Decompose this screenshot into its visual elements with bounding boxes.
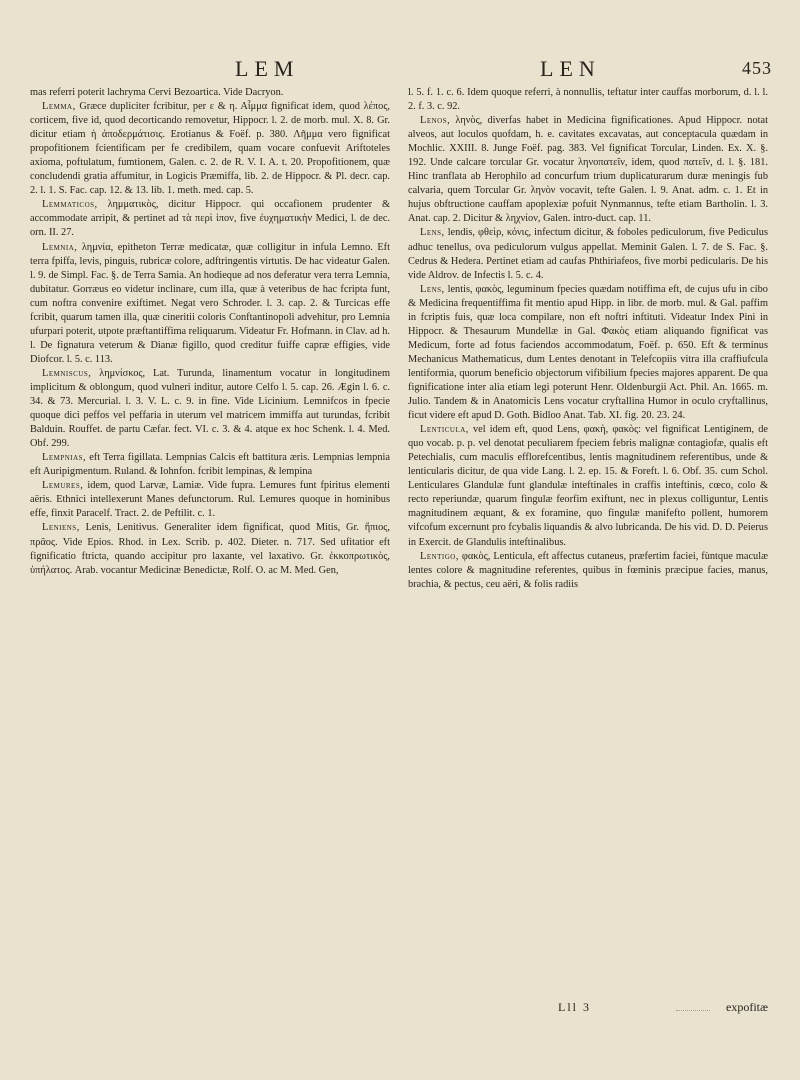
entry-headword: Lens, xyxy=(420,283,445,295)
entry-text: lendis, φθεὶρ, κόνις, infectum dicitur, & foboles pediculorum, five Pediculus adhuc tenellus, ova pediculorum vulgus appellat. Meminit Galen. l. 7. de S. Fac. §. Cedrus & Hedera. Pertinet etiam ad caufas Phthiriafeos, five morbi pedicularis. De his vide Aldrov. de Infectis l. 5. c. 4. xyxy=(408,227,768,281)
entry-headword: Lemnia, xyxy=(42,241,78,253)
entry-headword: Lenos, xyxy=(420,115,451,127)
dictionary-entry xyxy=(408,423,768,549)
dictionary-entry xyxy=(408,550,768,592)
dictionary-entry xyxy=(408,114,768,226)
dictionary-entry xyxy=(30,198,390,240)
entry-text: l. 5. f. 1. c. 6. Idem quoque referri, à nonnullis, teftatur inter cauffas morborum, d. l. l. 2. f. 3. c. 92. xyxy=(408,87,768,113)
dictionary-entry xyxy=(408,86,768,114)
entry-text: lentis, φακὸς, leguminum fpecies quædam notiffima eft, de cujus ufu in cibo & Medicina frequentiffima fit mentio apud Hipp. in libr. de morb. mul. & Gal. paffim in fcriptis fuis, quæ loca compilare, non eft noftri inftituti. Videatur Index Pini in Hippocr. & Thesaurum Mundellæ in Gal. Φακὸς etiam aliquando fignificat vas Medicum, forte ad fotus faciendos accommodatum, Foëf. p. 650. Eft & terminus Mechanicus Mathematicus, dum Lentes denotant in Telefcopiis vitra illa craffiufcula lentiformia, quorum beneficio objectorum vifibilium fpecies majores apparent. De qua fignificatione inter alia etiam legi poterunt Henr. Oldenburgii Act. Phil. An. 1665. m. Julio. Tandem & in Anatomicis Lens vocatur cryftallina Humor in oculo cryftallinus, ficut videre eft apud D. Goth. Bidloo Anat. Tab. XI. fig. 20. 23. 24. xyxy=(408,283,768,422)
entry-text: Græce dupliciter fcribitur, per ε & η. Αἶμμα fignificat idem, quod λέπος, corticem, five id, quod decorticando removetur, Hippocr. l. 2. de morb. mul. X. 8. Gr. dicitur etiam ἡ ἀποδερμάτισις. Erotianus & Foëf. p. 380. Λῆμμα vero fignificat propofitionem fcientificam per fe credibilem, quam vocare confuevit Ariftoteles axioma, poftulatum, fumtionem, Galen. c. 2. de R. V. I. A. t. 20. Propofitionem, quæ concludendi gratia affumitur, in Logicis Præmiffa, lib. 2. de Hippocr. & Pl. decr. cap. 2. l. 1. S. Fac. cap. 12. & 13. lib. 1. meth. med. cap. 5. xyxy=(30,101,390,197)
dictionary-entry xyxy=(30,521,390,577)
entry-text: λημματικὸς, dicitur Hippocr. qui occafionem prudenter & accommodate arripit, & pertinet ad τὰ περὶ ἱπον, five ἐυχηματικὴν Medici, l. de dec. orn. II. 27. xyxy=(30,199,390,239)
dictionary-entry xyxy=(408,283,768,423)
entry-headword: Lenticula, xyxy=(420,424,469,436)
entry-text: λημνίσκος, Lat. Turunda, linamentum vocatur in longitudinem implicitum & oblongum, quod vulneri inditur, autore Celfo l. 5. cap. 26. Ægin l. 6. c. 34. & 73. Mercurial. l. 3. V. L. c. 9. in fine. Vide Licinium. Lemnifcos in fpecie quoque dici peffos vel peffaria in uterum vel matricem immiffa aut turundas, fcribit Balduin. Rouffet. de partu Cæfar. fect. VI. c. 3. & 4. atque ex hoc Schenk. l. 4. Med. Obf. 299. xyxy=(30,367,390,450)
dictionary-entry xyxy=(30,367,390,451)
entry-headword: Leniens, xyxy=(42,522,80,534)
catchword: expofitæ xyxy=(726,1000,768,1014)
dictionary-entry xyxy=(30,241,390,367)
entry-headword: Lemma, xyxy=(42,101,76,113)
dictionary-entry xyxy=(30,86,390,100)
page-number: 453 xyxy=(742,58,772,78)
entry-text: λημνία, epitheton Terræ medicatæ, quæ colligitur in infula Lemno. Eft terra fpiffa, levis, pinguis, rubricæ colore, adftringentis virtutis. De hac videatur Galen. l. 9. de Simpl. Fac. §. de Terra Samia. An hodieque ad nos deferatur vera terra Lemnia, dubitatur. Gorræus eo videtur inclinare, cum illa, quæ à veteribus de hac fcripta funt, cum noftra convenire exiftimet. Negat vero Schroder. l. 3. cap. 2. & Turcicas effe fcribit, quarum tamen illa, quæ cineritii coloris Conftantinopoli advehitur, pro Lemnia ufurpari poterit, utpote præftantiffima reliquarum. Videatur Fr. Hofmann. in Clav. ad h. l. De fignatura veterum & Dianæ figillo, quod creditur fuiffe capræ effigies, vide Diofcor. l. 5. c. 113. xyxy=(30,241,390,365)
dictionary-entry xyxy=(30,100,390,198)
running-header xyxy=(30,56,772,86)
entry-headword: Lemmaticos, xyxy=(42,199,98,211)
page-footer xyxy=(408,1000,768,1020)
entry-text: Lenis, Lenitivus. Generaliter idem fignificat, quod Mitis, Gr. ἥπιος, πρᾶος. Vide Epios. Rhod. in Lex. Scrib. p. 402. Dieter. n. 717. Sed ufitatior eft fignificatio ftricta, quando accipitur pro laxante, vel laxativo. Gr. ἐκκοπρωτικὸς, ὑπήλατος. Arab. vocantur Medicinæ Benedictæ, Rolf. O. ac M. Med. Gen, xyxy=(30,522,390,576)
entry-text: eft Terra figillata. Lempnias Calcis eft battitura æris. Lempnias lempnia eft Auripigmentum. Ruland. & Iohnfon. fcribit lempinas, & lempina xyxy=(30,452,390,478)
entry-headword: Lemures, xyxy=(42,480,84,492)
dictionary-entry xyxy=(30,451,390,479)
entry-text: mas referri poterit lachryma Cervi Bezoartica. Vide Dacryon. xyxy=(30,87,284,98)
entry-headword: Lentigo, xyxy=(420,550,459,562)
entry-headword: Lemniscus, xyxy=(42,367,92,379)
ornament-smudge xyxy=(676,998,710,1011)
entry-text: ληνὸς, diverfas habet in Medicina fignificationes. Apud Hippocr. notat alveos, aut loculos quofdam, h. e. cavitates excavatas, aut conceptacula quædam in Mochlic. XXIII. 8. Junge Foëf. pag. 383. Vel fignificat Torcular, Linden. Ex. X. §. 192. Unde calcare torcular Gr. vocatur ληνοπατεῖν, idem, quod πατεῖν, d. l. §. 181. Hinc tranflata ab Herophilo ad concurfum trium duplicaturarum duræ meningis fub calvaria, quem Torcular Gr. ληνὸν vocavit, tefte Galen. l. 9. Anat. adm. c. 1. Et in hujus obftructione cauffam apoplexiæ pofuit Nynmannus, tefte etiam Bartholin. l. 3. Anat. cap. 2. Dicitur & ληχνίον, Galen. intro-duct. cap. 11. xyxy=(408,115,768,225)
entry-headword: Lens, xyxy=(420,227,445,239)
right-column xyxy=(408,86,768,592)
entry-headword: Lempnias, xyxy=(42,452,87,464)
signature-mark: Lll 3 xyxy=(558,1000,591,1014)
dictionary-entry xyxy=(30,479,390,521)
entry-text: idem, quod Larvæ, Lamiæ. Vide fupra. Lemures funt fpiritus elementi aëris. Ethnici intellexerunt Manes defunctorum. Rul. Lemures quoque in hominibus effe, finxit Paracelf. Tract. 2. de Peftilit. c. 1. xyxy=(30,480,390,520)
left-running-title: LEM xyxy=(235,56,300,81)
right-running-title: LEN xyxy=(540,56,601,81)
dictionary-entry xyxy=(408,226,768,282)
entry-text: vel idem eft, quod Lens, φακὴ, φακὸς: vel fignificat Lentiginem, de quo vocab. p. p. vel denotat peculiarem fpeciem febris malignæ contagiofæ, qualis eft Petechialis, cum maculis efflorefcentibus, lentis magnitudinem referentibus, unde & lenticularis dicitur, de qua vide Lang. l. 2. ep. 15. & Foreft. l. 6. Obf. 35. cum Schol. Lenticulares Glandulæ funt glandulæ inteftinales in craffis inteftinis, cœco, colo & recto reperiundæ, quarum fingulæ feorfim exiftunt, nec in plexus colliguntur, Lentis magnitudinem æquant, & ex foramine, quo fingulæ manifefto pollent, humorem vifcofum excernunt pro fcybalis liquandis & alvo lubricanda. De his vid. D. D. Peierus in Exercit. de Glandulis inteftinalibus. xyxy=(408,424,768,548)
entry-text: φακὸς, Lenticula, eft affectus cutaneus, præfertim faciei, fùntque maculæ lentes colore & magnitudine referentes, quibus in fœminis præcipue facies, manus, brachia, & pectus, ceu aëri, & folis radiis xyxy=(408,550,768,590)
left-column xyxy=(30,86,390,578)
